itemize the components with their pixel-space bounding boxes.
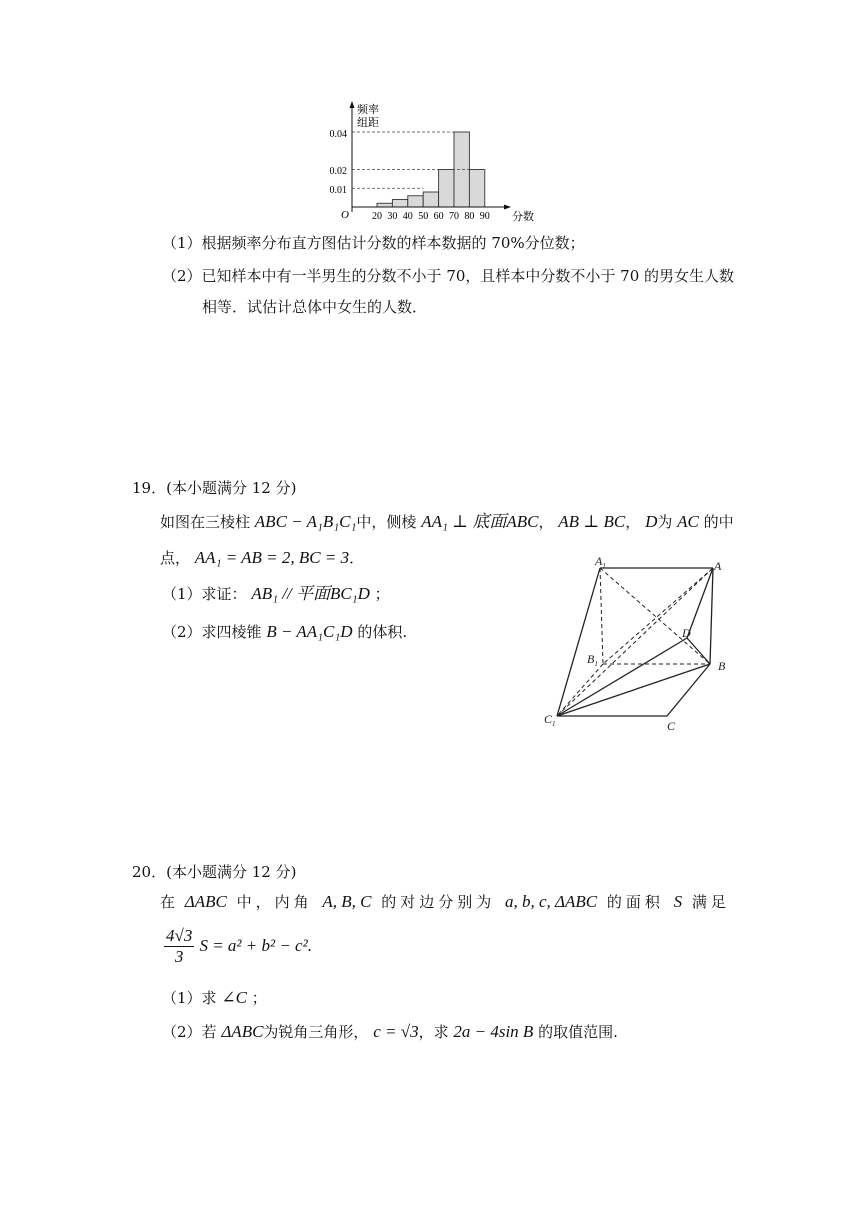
- math-ab-perp-bc: AB ⊥ BC: [558, 512, 626, 531]
- x-axis-arrow: [504, 205, 511, 210]
- text-run: ，: [625, 513, 641, 531]
- edge-c1-b: [557, 664, 710, 716]
- text-run: ，: [538, 513, 554, 531]
- y-label-top: 频率: [357, 104, 379, 116]
- math-triangle: ΔABC: [221, 1022, 264, 1041]
- math-s: S: [673, 892, 683, 911]
- math-sides: a, b, c, ΔABC: [505, 892, 598, 911]
- histogram-bar: [469, 170, 484, 208]
- text-run: 如图在三棱柱: [160, 513, 251, 531]
- q19-header: 19．(本小题满分 12 分): [132, 479, 297, 497]
- fraction-denominator: 3: [174, 947, 184, 966]
- label-d: D: [682, 626, 691, 640]
- math-lengths: AA₁ = AB = 2, BC = 3: [194, 548, 350, 567]
- x-tick-label: 20: [372, 211, 382, 222]
- label-a1: $A_1$: [595, 554, 606, 570]
- text-run: （1）求证：: [162, 585, 247, 603]
- text-run: 的取值范围.: [538, 1023, 618, 1041]
- q20-header: 20．(本小题满分 12 分): [132, 863, 297, 881]
- fraction: [164, 926, 194, 967]
- y-axis-arrow: [350, 101, 355, 108]
- text-run: ；: [251, 989, 267, 1007]
- hidden-edge-a1-b: [600, 568, 710, 664]
- q20-part2: [162, 1022, 618, 1042]
- text-run: 中，侧棱: [356, 513, 417, 531]
- q20-statement-line1: [160, 892, 730, 912]
- math-c-value: c = √3: [373, 1022, 419, 1041]
- edge-a-d: [687, 568, 713, 638]
- text-run: 的对边分别为: [381, 893, 496, 911]
- histogram-bar: [423, 192, 438, 207]
- math-triangle: ΔABC: [184, 892, 227, 911]
- math-angle-c: ∠C: [221, 988, 247, 1007]
- x-tick-label: 70: [449, 211, 459, 222]
- text-run: 的体积.: [357, 623, 408, 641]
- q18-part2-line1: （2）已知样本中有一半男生的分数不小于 70，且样本中分数不小于 70 的男女生人数: [162, 267, 735, 285]
- q19-statement-line1: [160, 512, 734, 532]
- y-tick-label: 0.02: [329, 166, 347, 177]
- math-pyramid: B − AA₁C₁D: [266, 622, 353, 641]
- edge-a-b: [710, 568, 713, 664]
- text-run: 为锐角三角形，: [263, 1023, 369, 1041]
- x-tick-label: 80: [464, 211, 475, 222]
- text-run: ，求: [418, 1023, 449, 1041]
- text-run: （1）求: [162, 989, 217, 1007]
- x-tick-label: 90: [479, 211, 490, 222]
- text-run: 在: [160, 893, 176, 911]
- text-run: 点，: [160, 549, 191, 567]
- x-tick-label: 60: [433, 211, 444, 222]
- histogram-bar: [392, 200, 407, 208]
- q19-part1: [162, 584, 390, 604]
- text-run: 为: [657, 513, 673, 531]
- origin-label: O: [341, 209, 349, 221]
- math-angles: A, B, C: [322, 892, 372, 911]
- math-parallel: AB₁ // 平面BC₁D: [251, 584, 370, 603]
- text-run: （2）求四棱锥: [162, 623, 262, 641]
- q19-statement-line2: [160, 548, 364, 568]
- y-tick-label: 0.01: [329, 185, 347, 196]
- y-label-bottom: 组距: [357, 117, 379, 129]
- y-tick-label: 0.04: [329, 129, 347, 140]
- hidden-edge-a1-b1: [600, 568, 603, 664]
- math-area-equation: S = a² + b² − c².: [199, 936, 312, 955]
- label-a: A: [714, 559, 722, 573]
- math-d: D: [645, 512, 658, 531]
- frequency-histogram: [320, 98, 540, 224]
- x-tick-labels: [372, 211, 490, 222]
- x-axis-label: 分数: [512, 211, 534, 223]
- x-tick-label: 40: [402, 211, 413, 222]
- x-tick-label: 50: [418, 211, 429, 222]
- text-run: 的中: [703, 513, 734, 531]
- math-prism: ABC − A₁B₁C₁: [254, 512, 357, 531]
- x-tick-label: 30: [387, 211, 398, 222]
- text-run: （2）若: [162, 1023, 217, 1041]
- text-run: 的面积: [606, 893, 664, 911]
- fraction-numerator: 4√3: [166, 926, 193, 945]
- math-expression: 2a − 4sin B: [453, 1022, 534, 1041]
- text-run: ；: [374, 585, 390, 603]
- prism-diagram: [535, 548, 740, 738]
- label-b1: $B_1$: [587, 652, 598, 668]
- histogram-bar: [377, 203, 392, 207]
- q20-part1: [162, 988, 267, 1008]
- text-run: ．: [349, 549, 365, 567]
- q18-part1: （1）根据频率分布直方图估计分数的样本数据的 70%分位数；: [162, 234, 585, 252]
- text-run: 满足: [691, 893, 730, 911]
- label-c: C: [667, 719, 676, 733]
- q19-part2: [162, 622, 407, 642]
- histogram-bar: [408, 196, 423, 207]
- text-run: 中，内角: [236, 893, 313, 911]
- math-ac: AC: [677, 512, 699, 531]
- label-c1: $C_1$: [544, 712, 556, 728]
- label-b: B: [718, 659, 726, 673]
- hidden-edge-c1-a: [557, 568, 713, 716]
- histogram-bar: [439, 170, 454, 208]
- q18-part2-line2: 相等．试估计总体中女生的人数．: [202, 298, 428, 316]
- q20-equation: [164, 926, 312, 967]
- edge-d-b: [687, 638, 710, 664]
- math-perpendicular-base: AA₁ ⊥ 底面ABC: [421, 512, 539, 531]
